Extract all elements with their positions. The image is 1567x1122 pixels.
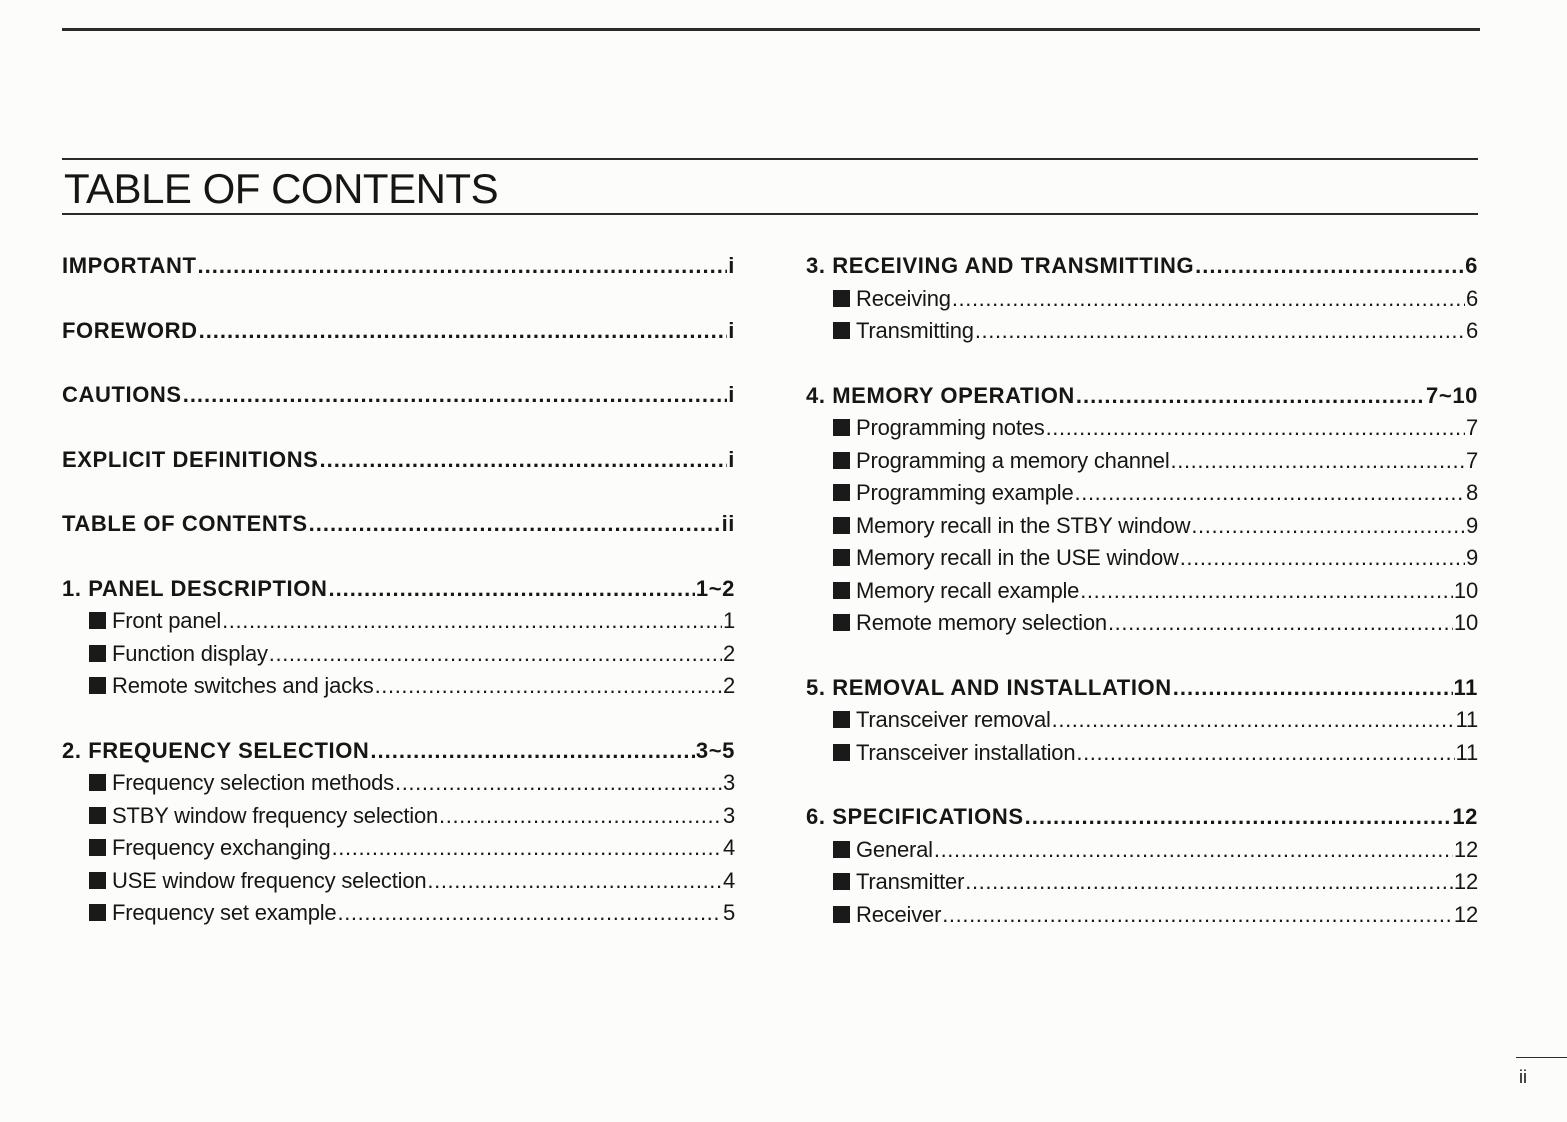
dot-leader [1173, 672, 1453, 705]
toc-item-general[interactable]: General ..... 12 [806, 834, 1478, 867]
dot-leader [319, 444, 727, 477]
dot-leader [1080, 575, 1453, 608]
dot-leader [1076, 737, 1454, 770]
dot-leader [269, 638, 722, 671]
dot-leader [199, 315, 728, 348]
toc-item-stby-window-frequency[interactable]: STBY window frequency selection ..... 3 [62, 800, 735, 833]
dot-leader [1171, 445, 1465, 478]
square-bullet-icon [833, 290, 850, 307]
toc-item-memory-recall-example[interactable]: Memory recall example ..... 10 [806, 575, 1478, 608]
toc-entry-foreword[interactable]: FOREWORD ..... i [62, 315, 735, 348]
square-bullet-icon [89, 872, 106, 889]
square-bullet-icon [89, 904, 106, 921]
toc-item-frequency-exchanging[interactable]: Frequency exchanging ..... 4 [62, 832, 735, 865]
square-bullet-icon [833, 614, 850, 631]
toc-item-frequency-selection-methods[interactable]: Frequency selection methods ..... 3 [62, 767, 735, 800]
square-bullet-icon [833, 419, 850, 436]
dot-leader [965, 866, 1453, 899]
toc-item-frequency-set-example[interactable]: Frequency set example ..... 5 [62, 897, 735, 930]
dot-leader [395, 767, 722, 800]
page-title: TABLE OF CONTENTS [64, 165, 499, 212]
square-bullet-icon [89, 612, 106, 629]
square-bullet-icon [833, 711, 850, 728]
dot-leader [375, 670, 722, 703]
page-number-rule [1516, 1057, 1567, 1058]
dot-leader [427, 865, 722, 898]
dot-leader [328, 573, 694, 606]
toc-item-use-window-frequency[interactable]: USE window frequency selection ..... 4 [62, 865, 735, 898]
dot-leader [1025, 801, 1452, 834]
dot-leader [332, 832, 722, 865]
toc-section-specifications[interactable]: 6. SPECIFICATIONS ..... 12 [806, 801, 1478, 834]
square-bullet-icon [833, 517, 850, 534]
square-bullet-icon [833, 484, 850, 501]
toc-entry-table-of-contents[interactable]: TABLE OF CONTENTS ..... ii [62, 508, 735, 541]
dot-leader [1076, 380, 1425, 413]
dot-leader [1108, 607, 1453, 640]
toc-left-column [62, 250, 735, 930]
toc-item-memory-recall-use[interactable]: Memory recall in the USE window ..... 9 [806, 542, 1478, 575]
square-bullet-icon [89, 645, 106, 662]
dot-leader [1075, 477, 1465, 510]
square-bullet-icon [833, 322, 850, 339]
toc-section-removal-installation[interactable]: 5. REMOVAL AND INSTALLATION ..... 11 [806, 672, 1478, 705]
square-bullet-icon [833, 452, 850, 469]
dot-leader [942, 899, 1453, 932]
dot-leader [337, 897, 721, 930]
toc-item-function-display[interactable]: Function display ..... 2 [62, 638, 735, 671]
dot-leader [183, 379, 728, 412]
toc-item-remote-memory-selection[interactable]: Remote memory selection ..... 10 [806, 607, 1478, 640]
toc-entry-explicit-definitions[interactable]: EXPLICIT DEFINITIONS ..... i [62, 444, 735, 477]
dot-leader [222, 605, 722, 638]
toc-item-programming-example[interactable]: Programming example ..... 8 [806, 477, 1478, 510]
toc-section-memory-operation[interactable]: 4. MEMORY OPERATION ..... 7~10 [806, 380, 1478, 413]
toc-item-transmitter[interactable]: Transmitter ..... 12 [806, 866, 1478, 899]
toc-item-receiver[interactable]: Receiver ..... 12 [806, 899, 1478, 932]
dot-leader [1195, 250, 1464, 283]
dot-leader [952, 283, 1465, 316]
toc-item-receiving[interactable]: Receiving ..... 6 [806, 283, 1478, 316]
toc-right-column [806, 250, 1478, 931]
dot-leader [1191, 510, 1465, 543]
square-bullet-icon [89, 807, 106, 824]
title-top-rule [62, 158, 1478, 160]
dot-leader [309, 508, 721, 541]
square-bullet-icon [89, 839, 106, 856]
toc-section-panel-description[interactable]: 1. PANEL DESCRIPTION ..... 1~2 [62, 573, 735, 606]
square-bullet-icon [833, 744, 850, 761]
toc-section-receiving-transmitting[interactable]: 3. RECEIVING AND TRANSMITTING ..... 6 [806, 250, 1478, 283]
dot-leader [975, 315, 1465, 348]
top-rule [62, 28, 1480, 31]
square-bullet-icon [833, 873, 850, 890]
toc-item-transceiver-installation[interactable]: Transceiver installation ..... 11 [806, 737, 1478, 770]
square-bullet-icon [833, 549, 850, 566]
square-bullet-icon [89, 677, 106, 694]
square-bullet-icon [833, 906, 850, 923]
dot-leader [198, 250, 728, 283]
toc-entry-important[interactable]: IMPORTANT ..... i [62, 250, 735, 283]
square-bullet-icon [89, 774, 106, 791]
dot-leader [439, 800, 722, 833]
toc-entry-cautions[interactable]: CAUTIONS ..... i [62, 379, 735, 412]
toc-item-transmitting[interactable]: Transmitting ..... 6 [806, 315, 1478, 348]
dot-leader [1052, 704, 1455, 737]
toc-section-frequency-selection[interactable]: 2. FREQUENCY SELECTION ..... 3~5 [62, 735, 735, 768]
dot-leader [1046, 412, 1465, 445]
title-bottom-rule [62, 213, 1478, 215]
square-bullet-icon [833, 582, 850, 599]
toc-item-front-panel[interactable]: Front panel ..... 1 [62, 605, 735, 638]
dot-leader [370, 735, 694, 768]
page-number: ii [1519, 1067, 1527, 1087]
dot-leader [934, 834, 1453, 867]
toc-item-memory-recall-stby[interactable]: Memory recall in the STBY window ..... 9 [806, 510, 1478, 543]
toc-item-remote-switches[interactable]: Remote switches and jacks ..... 2 [62, 670, 735, 703]
toc-item-programming-memory-channel[interactable]: Programming a memory channel ..... 7 [806, 445, 1478, 478]
toc-item-transceiver-removal[interactable]: Transceiver removal ..... 11 [806, 704, 1478, 737]
square-bullet-icon [833, 841, 850, 858]
dot-leader [1180, 542, 1465, 575]
toc-item-programming-notes[interactable]: Programming notes ..... 7 [806, 412, 1478, 445]
